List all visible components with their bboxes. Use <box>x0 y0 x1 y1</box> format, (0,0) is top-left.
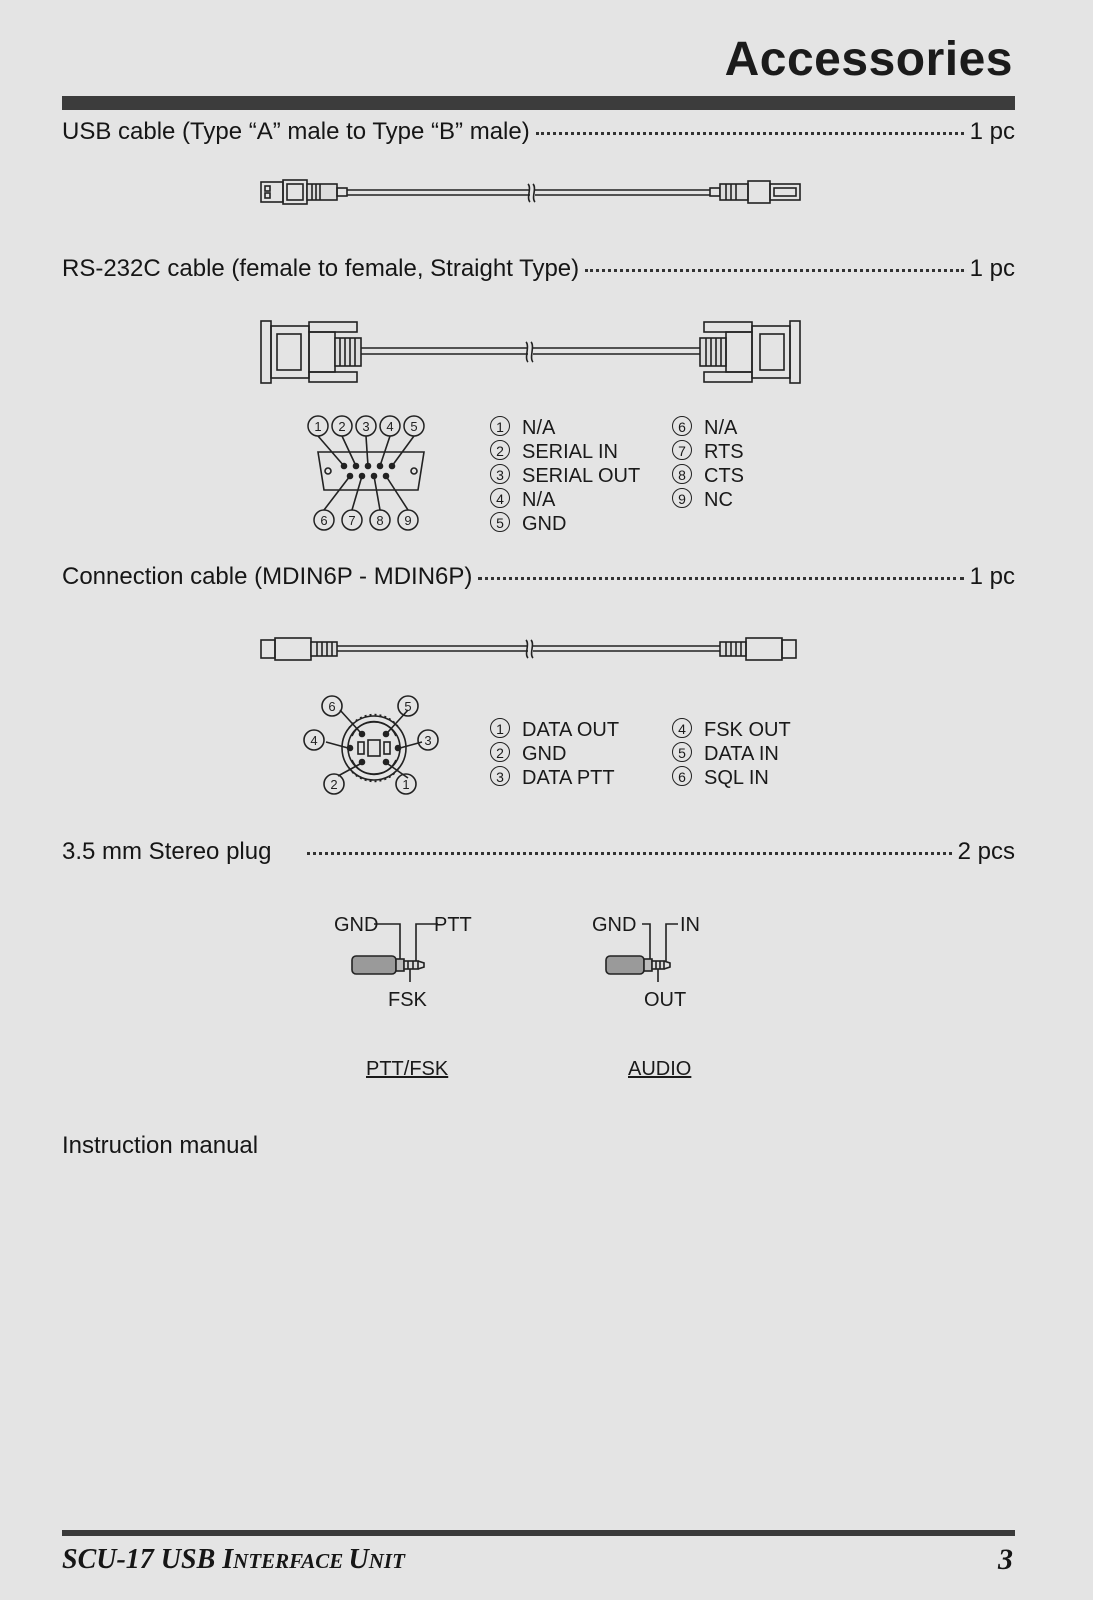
pin-number-badge: 1 <box>490 416 510 436</box>
pin-number-badge: 7 <box>672 440 692 460</box>
db9-diagram-pin-7: 7 <box>348 513 356 528</box>
footer-title-i: I <box>222 1544 234 1575</box>
usb-cable-line <box>62 118 1015 146</box>
bottom-rule <box>62 1530 1015 1536</box>
pin-name: DATA PTT <box>522 767 615 789</box>
pin-number-badge: 2 <box>490 742 510 762</box>
pin-name: FSK OUT <box>704 719 791 741</box>
rs232c-pin-row <box>672 488 744 512</box>
ptt-fsk-plug-diagram <box>332 910 492 1020</box>
rs232c-pin-row <box>672 416 744 440</box>
instruction-manual-label: Instruction manual <box>62 1132 259 1159</box>
rs232c-pin-list-2 <box>672 416 744 512</box>
stereo-plug-line <box>62 838 1015 866</box>
footer-title-u: U <box>348 1544 369 1575</box>
usb-cable-qty: 1 pc <box>969 118 1015 145</box>
mdin-pinout-diagram <box>302 698 446 808</box>
db9-diagram-pin-3: 3 <box>362 419 370 434</box>
pin-number-badge: 6 <box>672 766 692 786</box>
mdin-diagram-pin-2: 2 <box>330 777 338 792</box>
pin-name: DATA OUT <box>522 719 620 741</box>
db9-diagram-pin-9: 9 <box>404 513 412 528</box>
pin-name: CTS <box>704 465 744 487</box>
mdin-pin-row <box>672 742 791 766</box>
pin-number-badge: 4 <box>672 718 692 738</box>
pin-name: NC <box>704 489 733 511</box>
ptt-fsk-plug-title: PTT/FSK <box>366 1058 449 1080</box>
pin-number-badge: 8 <box>672 464 692 484</box>
mdin-pin-row <box>672 766 791 790</box>
db9-pinout-diagram <box>306 416 436 536</box>
pin-number-badge: 9 <box>672 488 692 508</box>
rs232c-cable-qty: 1 pc <box>969 255 1015 282</box>
pin-number-badge: 2 <box>490 440 510 460</box>
ptt-fsk-ptt-label: PTT <box>434 914 472 936</box>
pin-name: SERIAL IN <box>522 441 618 463</box>
audio-plug-diagram <box>592 910 752 1020</box>
rs232c-cable-line <box>62 255 1015 283</box>
db9-diagram-pin-6: 6 <box>320 513 328 528</box>
leader-dots <box>536 132 964 135</box>
pin-number-badge: 3 <box>490 766 510 786</box>
pin-number-badge: 6 <box>672 416 692 436</box>
mdin-pin-row <box>490 766 619 790</box>
footer-title-nterface: NTERFACE <box>233 1549 349 1573</box>
pin-name: N/A <box>522 417 556 439</box>
usb-cable-illustration <box>260 178 820 208</box>
pin-number-badge: 3 <box>490 464 510 484</box>
db9-diagram-pin-1: 1 <box>314 419 322 434</box>
pin-name: GND <box>522 513 567 535</box>
mdin-diagram-pin-1: 1 <box>402 777 410 792</box>
usb-cable-label: USB cable (Type “A” male to Type “B” male) <box>62 118 530 145</box>
mdin-pin-list-1 <box>490 718 619 790</box>
db9-diagram-pin-5: 5 <box>410 419 418 434</box>
pin-number-badge: 5 <box>672 742 692 762</box>
mdin-pin-row <box>490 742 619 766</box>
audio-out-label: OUT <box>644 989 687 1011</box>
footer-title-nit: NIT <box>368 1549 405 1573</box>
top-rule <box>62 96 1015 110</box>
connection-cable-line <box>62 563 1015 591</box>
leader-dots <box>478 577 963 580</box>
pin-name: GND <box>522 743 567 765</box>
connection-cable-label: Connection cable (MDIN6P - MDIN6P) <box>62 563 473 590</box>
stereo-plug-label: 3.5 mm Stereo plug <box>62 838 272 865</box>
pin-name: RTS <box>704 441 744 463</box>
ptt-fsk-gnd-label: GND <box>334 914 379 936</box>
ptt-fsk-fsk-label: FSK <box>388 989 427 1011</box>
mdin-diagram-pin-5: 5 <box>404 699 412 714</box>
audio-gnd-label: GND <box>592 914 637 936</box>
pin-name: N/A <box>704 417 738 439</box>
rs232c-pin-row <box>672 464 744 488</box>
db9-diagram-pin-4: 4 <box>386 419 394 434</box>
rs232c-pin-list-1 <box>490 416 640 536</box>
rs232c-pin-row <box>490 464 640 488</box>
page-number: 3 <box>998 1543 1013 1576</box>
pin-name: SERIAL OUT <box>522 465 641 487</box>
db9-diagram-pin-2: 2 <box>338 419 346 434</box>
rs232c-cable-illustration <box>260 320 820 384</box>
mdin-diagram-pin-3: 3 <box>424 733 432 748</box>
pin-number-badge: 4 <box>490 488 510 508</box>
rs232c-pin-row <box>490 488 640 512</box>
pin-name: DATA IN <box>704 743 779 765</box>
mdin-diagram-pin-4: 4 <box>310 733 318 748</box>
connection-cable-qty: 1 pc <box>969 563 1015 590</box>
rs232c-pin-row <box>490 512 640 536</box>
pin-name: SQL IN <box>704 767 769 789</box>
footer-title-main: SCU-17 USB <box>62 1544 223 1575</box>
db9-diagram-pin-8: 8 <box>376 513 384 528</box>
leader-dots <box>585 269 963 272</box>
bleed-through-heading <box>10 30 23 84</box>
footer-product-title <box>62 1544 405 1576</box>
leader-dots <box>307 852 951 855</box>
rs232c-pin-row <box>490 440 640 464</box>
mdin-pin-list-2 <box>672 718 791 790</box>
page-title: Accessories <box>724 33 1013 86</box>
stereo-plug-qty: 2 pcs <box>957 838 1015 865</box>
mdin-cable-illustration <box>260 636 820 662</box>
rs232c-cable-label: RS-232C cable (female to female, Straight Type) <box>62 255 580 282</box>
rs232c-pin-row <box>672 440 744 464</box>
pin-number-badge: 1 <box>490 718 510 738</box>
audio-in-label: IN <box>680 914 700 936</box>
audio-plug-title: AUDIO <box>628 1058 692 1080</box>
mdin-pin-row <box>672 718 791 742</box>
mdin-diagram-pin-6: 6 <box>328 699 336 714</box>
pin-number-badge: 5 <box>490 512 510 532</box>
rs232c-pin-row <box>490 416 640 440</box>
pin-name: N/A <box>522 489 556 511</box>
mdin-pin-row <box>490 718 619 742</box>
